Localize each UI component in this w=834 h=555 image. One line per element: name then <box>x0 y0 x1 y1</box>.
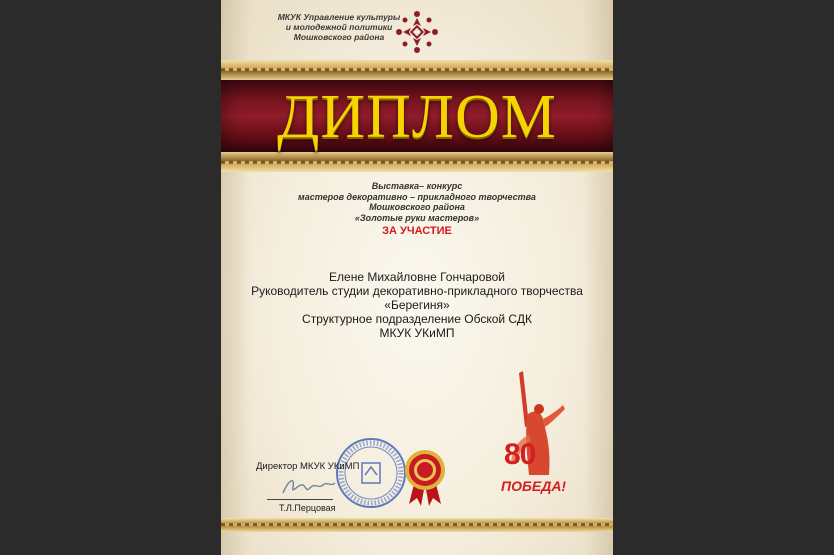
contest-line-2: мастеров декоративно – прикладного творчества <box>298 191 536 202</box>
contest-line-4: «Золотые руки мастеров» <box>354 212 480 223</box>
victory-number: 80 <box>504 438 536 471</box>
diploma-title: ДИПЛОМ <box>277 83 557 151</box>
signer-name: Т.Л.Перцовая <box>279 503 336 513</box>
organization-line-3: Мошковского района <box>293 32 385 42</box>
gold-band-footer <box>221 518 613 532</box>
organization-line-2: и молодежной политики <box>285 22 393 32</box>
contest-line-3: Мошковского района <box>369 202 465 212</box>
contest-line-1: Выставка– конкурс <box>371 181 463 191</box>
recipient-org: МКУК УКиМП <box>379 326 455 340</box>
signature-icon <box>279 473 339 499</box>
recipient-studio: «Берегиня» <box>384 298 450 312</box>
contest-description <box>221 181 613 223</box>
signature-line <box>267 499 333 500</box>
gold-band-bottom <box>221 152 613 172</box>
victory-word: ПОБЕДА! <box>501 478 567 494</box>
award-text: ЗА УЧАСТИЕ <box>382 225 452 237</box>
organization-line-1: МКУК Управление культуры <box>277 12 401 22</box>
monument-icon <box>489 365 579 495</box>
diploma-page <box>221 0 613 555</box>
recipient-unit: Структурное подразделение Обской СДК <box>302 312 532 326</box>
recipient-position: Руководитель студии декоративно-прикладного творчества <box>251 284 583 298</box>
ornament-icon <box>393 8 441 56</box>
medal-icon <box>401 448 449 506</box>
stamp-icon <box>331 435 411 511</box>
recipient-name: Елене Михайловне Гончаровой <box>329 270 505 284</box>
gold-band-top <box>221 60 613 80</box>
recipient-block <box>221 270 613 340</box>
director-title: Директор МКУК УКиМП <box>256 461 360 472</box>
